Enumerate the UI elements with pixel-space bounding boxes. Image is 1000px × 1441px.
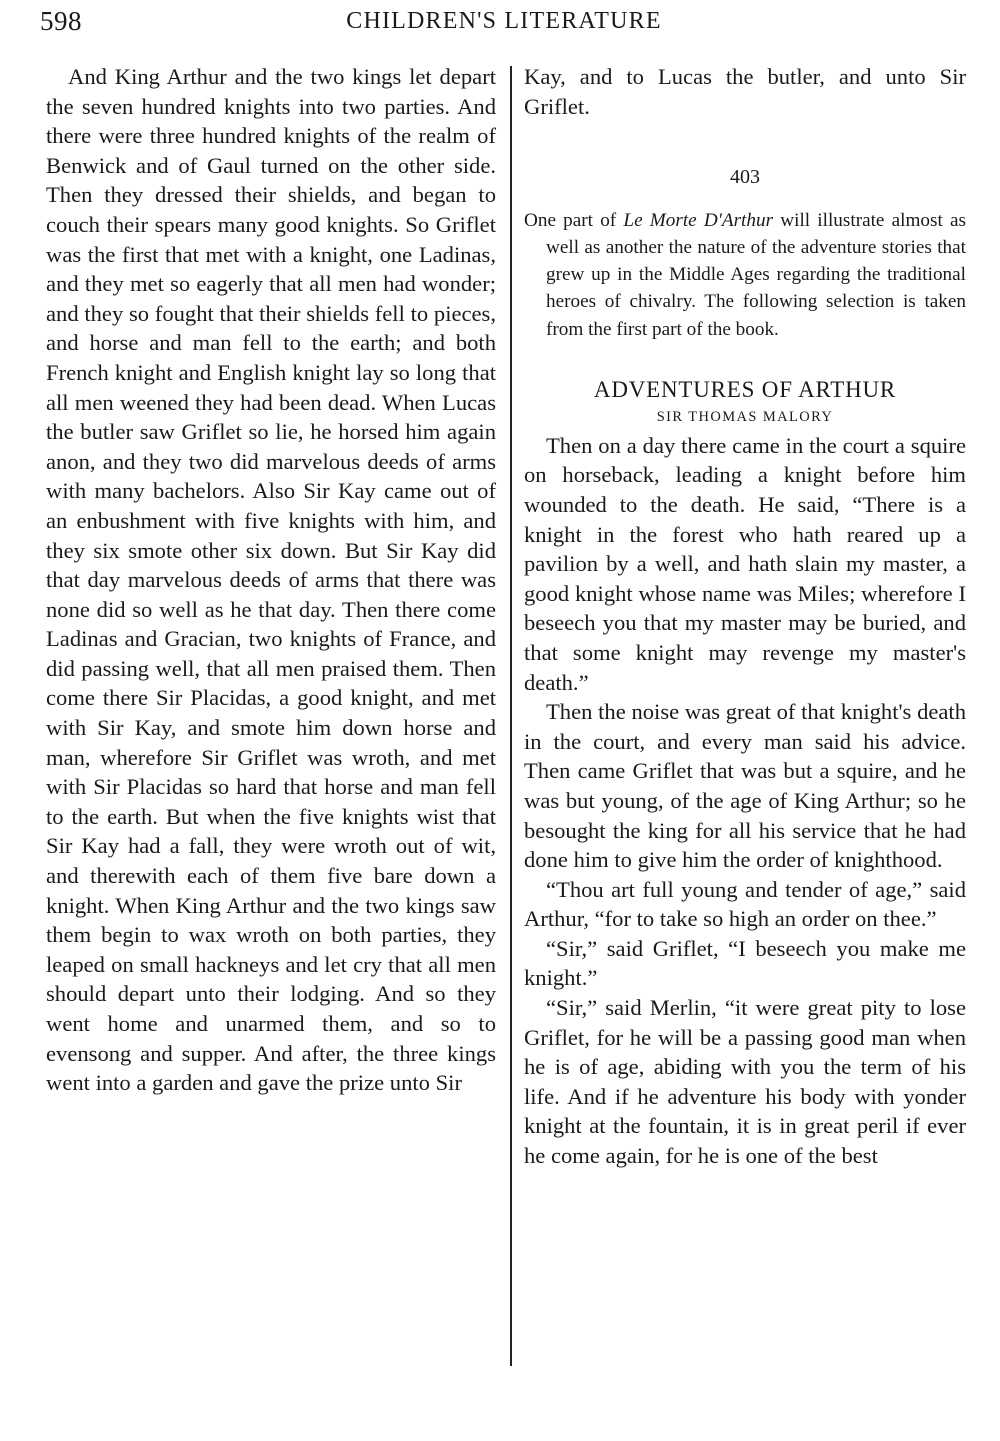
work-title: Le Morte D'Arthur (623, 209, 774, 231)
page-header (40, 6, 968, 42)
right-column (524, 62, 966, 1171)
page-number: 598 (40, 6, 82, 36)
paragraph: “Sir,” said Griflet, “I beseech you make me knight.” (524, 935, 966, 991)
editorial-note-text: One part of (524, 209, 624, 231)
column-divider (510, 66, 512, 1366)
paragraph: Then on a day there came in the court a squire on horseback, leading a knight before him wounded to the death. He said, “There is a knight in the forest who hath reared up a pavilion by a well, and hath slain my master, a good knight whose name was Miles; wherefore I beseech you that my master may be buried, and that some knight may revenge my master's death.” (524, 432, 966, 695)
paragraph: And King Arthur and the two kings let depart the seven hundred knights into two parties. And there were three hundred knights of the realm of Benwick and of Gaul turned on the other side. Then they dressed their shields, and began to couch their spears many good knights. So Griflet was the first that met with a knight, one Ladinas, and they met so eagerly that all men had wonder; and they so fought that their shields fell to pieces, and horse and man fell to the earth; and both French knight and English knight lay so long that all men weened they had been dead. When Lucas the butler saw Griflet so lie, he horsed him again anon, and they two did marvelous deeds of arms with many bachelors. Also Sir Kay came out of an enbushment with five knights with him, and they six smote other six down. But Sir Kay did that day marvelous deeds of arms that there was none did so well as he that day. Then there come Ladinas and Gracian, two knights of France, and did passing well, that all men praised them. Then come there Sir Placidas, a good knight, and met with Sir Kay, and smote him down horse and man, wherefore Sir Griflet was wroth, and met with Sir Placidas so hard that horse and man fell to the earth. But when the five knights wist that Sir Kay had a fall, they were wroth out of wit, and therewith each of them five bare down a knight. When King Arthur and the two kings saw them begin to wax wroth on both parties, they leaped on small hackneys and let cry that all men should depart unto their lodging. And so they went home and unarmed them, and so to evensong and supper. And after, the three kings went into a garden and gave the prize unto Sir (46, 64, 496, 1096)
editorial-note-text: will illustrate almost as well as another the nature of the adventure stories that grew up in the Middle Ages regarding the traditional heroes of chivalry. The following selection is taken from the first part of the book. (546, 209, 967, 340)
left-column (46, 62, 496, 1098)
paragraph: “Sir,” said Merlin, “it were great pity to lose Griflet, for he will be a passing good man when he is of age, abiding with you the term of his life. And if he adventure his body with yonder knight at the fountain, it is in great peril if ever he come again, for he is one of the best (524, 995, 966, 1169)
selection-title: ADVENTURES OF ARTHUR (593, 376, 897, 402)
selection-number: 403 (730, 166, 760, 189)
running-head: CHILDREN'S LITERATURE (346, 8, 662, 34)
selection-author: SIR THOMAS MALORY (656, 408, 834, 425)
paragraph-continuation: Kay, and to Lucas the butler, and unto Sir Griflet. (524, 64, 966, 119)
paragraph: “Thou art full young and tender of age,” said Arthur, “for to take so high an order on thee.” (524, 876, 966, 932)
editorial-note (524, 207, 966, 343)
paragraph: Then the noise was great of that knight's death in the court, and every man said his advice. Then came Griflet that was but a squire, and he was but young, of the age of King Arthur; so he besought the king for all his service that he had done him to give him the order of knighthood. (524, 699, 966, 873)
